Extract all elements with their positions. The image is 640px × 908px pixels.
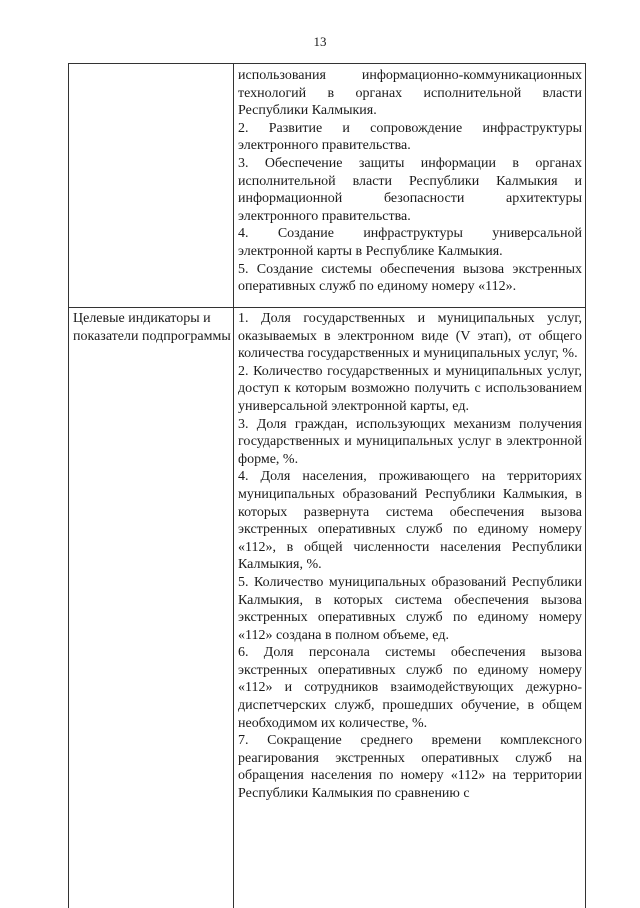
indicator-item: 7. Сокращение среднего времени комплексного реагирования экстренных оперативных служб на обращения населения по номеру «112» на территории Республики Калмыкия по сравнению с <box>238 733 582 802</box>
indicator-item: 5. Количество муниципальных образований Республики Калмыкия, в которых система обеспечения вызова экстренных оперативных служб по единому номеру «112» создана в полном объеме, ед. <box>238 574 582 643</box>
indicator-item: 2. Количество государственных и муниципальных услуг, доступ к которым возможно получить с использованием универсальной электронной карты, ед. <box>238 363 582 414</box>
indicator-item: 1. Доля государственных и муниципальных услуг, оказываемых в электронном виде (V этап), от общего количества государственных и муниципальных услуг, %. <box>238 311 582 362</box>
task-item: 5. Создание системы обеспечения вызова экстренных оперативных служб по единому номеру «112». <box>238 261 582 295</box>
indicators-label: Целевые индикаторы и показатели подпрограммы <box>73 311 231 344</box>
task-item: 3. Обеспечение защиты информации в органах исполнительной власти Республики Калмыкия и информационной безопасности архитектуры электронного правительства. <box>238 155 582 224</box>
tasks-cell <box>238 67 582 296</box>
indicators-cell <box>238 310 582 803</box>
task-item: использования информационно-коммуникационных технологий в органах исполнительной власти Республики Калмыкия. <box>238 68 582 119</box>
indicator-item: 4. Доля населения, проживающего на территориях муниципальных образований Республики Калмыкия, в которых развернута система обеспечения вызова экстренных оперативных служб по единому номеру «112», в общей численности населения Республики Калмыкия, %. <box>238 469 582 573</box>
task-item: 4. Создание инфраструктуры универсальной электронной карты в Республике Калмыкия. <box>238 226 582 259</box>
row-divider <box>69 307 585 308</box>
program-table <box>68 63 586 908</box>
task-item: 2. Развитие и сопровождение инфраструктуры электронного правительства. <box>238 120 582 154</box>
page-number: 13 <box>313 34 327 49</box>
indicator-item: 3. Доля граждан, использующих механизм получения государственных и муниципальных услуг в электронной форме, %. <box>238 416 582 467</box>
column-divider <box>233 64 234 908</box>
indicator-item: 6. Доля персонала системы обеспечения вызова экстренных оперативных служб по единому номеру «112» и сотрудников взаимодействующих дежурно-диспетчерских служб, прошедших обучение, в общем необходимом их количестве, %. <box>238 645 582 731</box>
